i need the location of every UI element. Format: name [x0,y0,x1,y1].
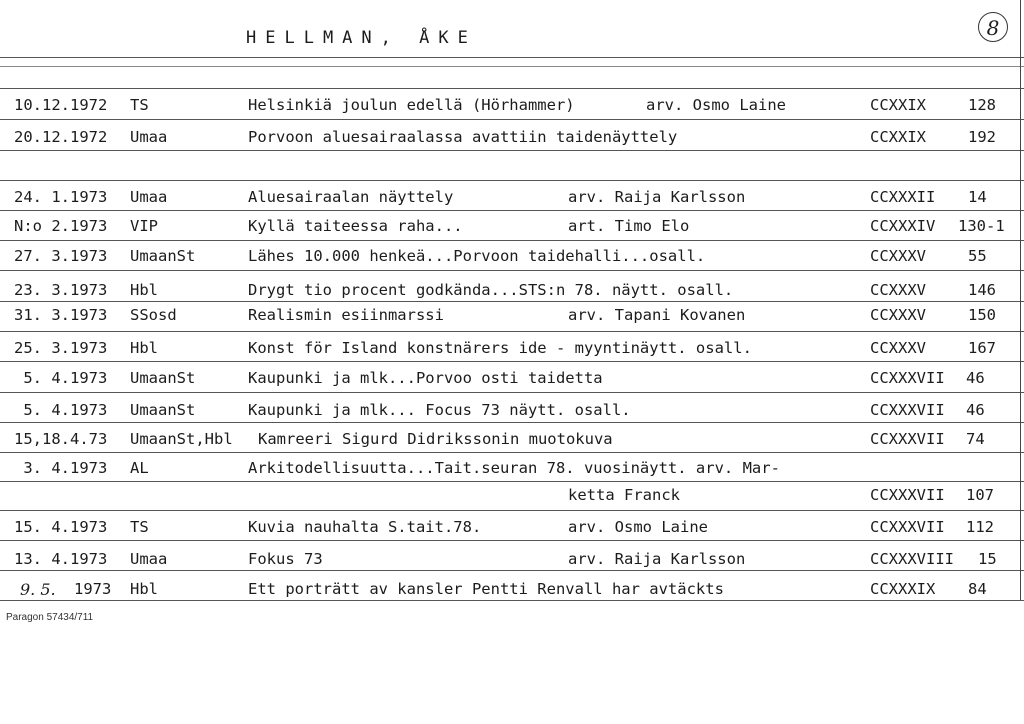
entry-title: Kuvia nauhalta S.tait.78. [248,518,482,536]
entry-date: 24. 1.1973 [14,188,108,206]
entry-source: TS [130,518,149,536]
entry-author: arv. Tapani Kovanen [568,306,746,324]
entry-row [0,128,1024,154]
entry-volume: CCXXXVII [870,518,945,536]
entry-source: Umaa [130,128,168,146]
entry-page: 46 [966,369,985,387]
rule-line [0,180,1024,181]
entry-source: Hbl [130,580,158,598]
entry-volume: CCXXXVII [870,430,945,448]
entry-row [0,459,1024,485]
entry-page: 150 [968,306,996,324]
entry-volume: CCXXIX [870,128,926,146]
entry-date-year: 1973 [74,580,112,598]
entry-volume: CCXXXVII [870,369,945,387]
entry-volume: CCXXXVIII [870,550,954,568]
entry-page: 107 [966,486,994,504]
entry-page: 46 [966,401,985,419]
entry-date: N:o 2.1973 [14,217,108,235]
entry-source: VIP [130,217,158,235]
entry-date: 15. 4.1973 [14,518,108,536]
entry-page: 167 [968,339,996,357]
entry-row [0,306,1024,332]
entry-title: Kyllä taiteessa raha... [248,217,463,235]
entry-title: Arkitodellisuutta...Tait.seuran 78. vuosinäytt. arv. Mar- [248,459,780,477]
entry-author: arv. Raija Karlsson [568,188,746,206]
entry-source: TS [130,96,149,114]
entry-page: 74 [966,430,985,448]
entry-date: 27. 3.1973 [14,247,108,265]
print-footer: Paragon 57434/711 [6,612,94,623]
entry-date: 13. 4.1973 [14,550,108,568]
entry-page: 130-1 [958,217,1005,235]
entry-title: Drygt tio procent godkända...STS:n 78. näytt. osall. [248,281,734,299]
entry-date: 5. 4.1973 [14,401,108,419]
entry-date: 25. 3.1973 [14,339,108,357]
entry-volume: CCXXXVII [870,401,945,419]
entry-title: Fokus 73 [248,550,323,568]
entry-row [0,369,1024,395]
entry-author: arv. Raija Karlsson [568,550,746,568]
entry-author: arv. Osmo Laine [568,518,708,536]
entry-source: Hbl [130,281,158,299]
rule-line [0,57,1024,58]
entry-page: 146 [968,281,996,299]
entry-volume: CCXXXV [870,306,926,324]
entry-row [0,281,1024,307]
entry-row [0,247,1024,273]
entry-date: 10.12.1972 [14,96,108,114]
entry-author: ketta Franck [568,486,680,504]
entry-title: Ett porträtt av kansler Pentti Renvall har avtäckts [248,580,724,598]
entry-title: Konst för Island konstnärers ide - myyntinäytt. osall. [248,339,752,357]
entry-row [0,217,1024,243]
entry-title: Kamreeri Sigurd Didrikssonin muotokuva [258,430,613,448]
entry-date: 20.12.1972 [14,128,108,146]
entry-row [0,188,1024,214]
entry-source: Umaa [130,188,168,206]
entry-title: Realismin esiinmarssi [248,306,444,324]
entry-source: UmaanSt [130,369,196,387]
entry-date-handwritten: 9. 5. [20,580,56,599]
entry-title: Helsinkiä joulun edellä (Hörhammer) [248,96,575,114]
entry-date: 3. 4.1973 [14,459,108,477]
entry-page: 14 [968,188,987,206]
page-number-circle: 8 [978,12,1008,42]
entry-title: Lähes 10.000 henkeä...Porvoon taidehalli...osall. [248,247,706,265]
entry-title: Kaupunki ja mlk...Porvoo osti taidetta [248,369,603,387]
entry-volume: CCXXXV [870,247,926,265]
entry-page: 84 [968,580,987,598]
entry-row-continuation [0,486,1024,512]
entry-page: 128 [968,96,996,114]
entry-source: UmaanSt [130,401,196,419]
entry-row [0,339,1024,365]
entry-author: art. Timo Elo [568,217,690,235]
entry-volume: CCXXIX [870,96,926,114]
entry-volume: CCXXXVII [870,486,945,504]
entry-source: AL [130,459,149,477]
entry-row [0,401,1024,427]
entry-title: Kaupunki ja mlk... Focus 73 näytt. osall. [248,401,631,419]
entry-volume: CCXXXII [870,188,936,206]
entry-source: UmaanSt [130,247,196,265]
entry-title: Porvoon aluesairaalassa avattiin taidenäyttely [248,128,678,146]
rule-line [0,88,1024,89]
entry-row [0,580,1024,606]
rule-line [0,66,1024,67]
entry-title: Aluesairaalan näyttely [248,188,454,206]
entry-row [0,430,1024,456]
entry-page: 112 [966,518,994,536]
card-heading: HELLMAN, ÅKE [246,28,477,48]
entry-page: 192 [968,128,996,146]
entry-row [0,518,1024,544]
entry-date: 15,18.4.73 [14,430,108,448]
entry-date: 5. 4.1973 [14,369,108,387]
entry-volume: CCXXXIV [870,217,936,235]
entry-source: UmaanSt,Hbl [130,430,233,448]
entry-volume: CCXXXV [870,281,926,299]
entry-author: arv. Osmo Laine [646,96,786,114]
entry-source: Umaa [130,550,168,568]
entry-source: Hbl [130,339,158,357]
entry-source: SSosd [130,306,177,324]
entry-row [0,550,1024,576]
entry-date: 23. 3.1973 [14,281,108,299]
entry-volume: CCXXXV [870,339,926,357]
entry-row [0,96,1024,122]
entry-volume: CCXXXIX [870,580,936,598]
entry-date: 31. 3.1973 [14,306,108,324]
entry-page: 55 [968,247,987,265]
entry-page: 15 [978,550,997,568]
